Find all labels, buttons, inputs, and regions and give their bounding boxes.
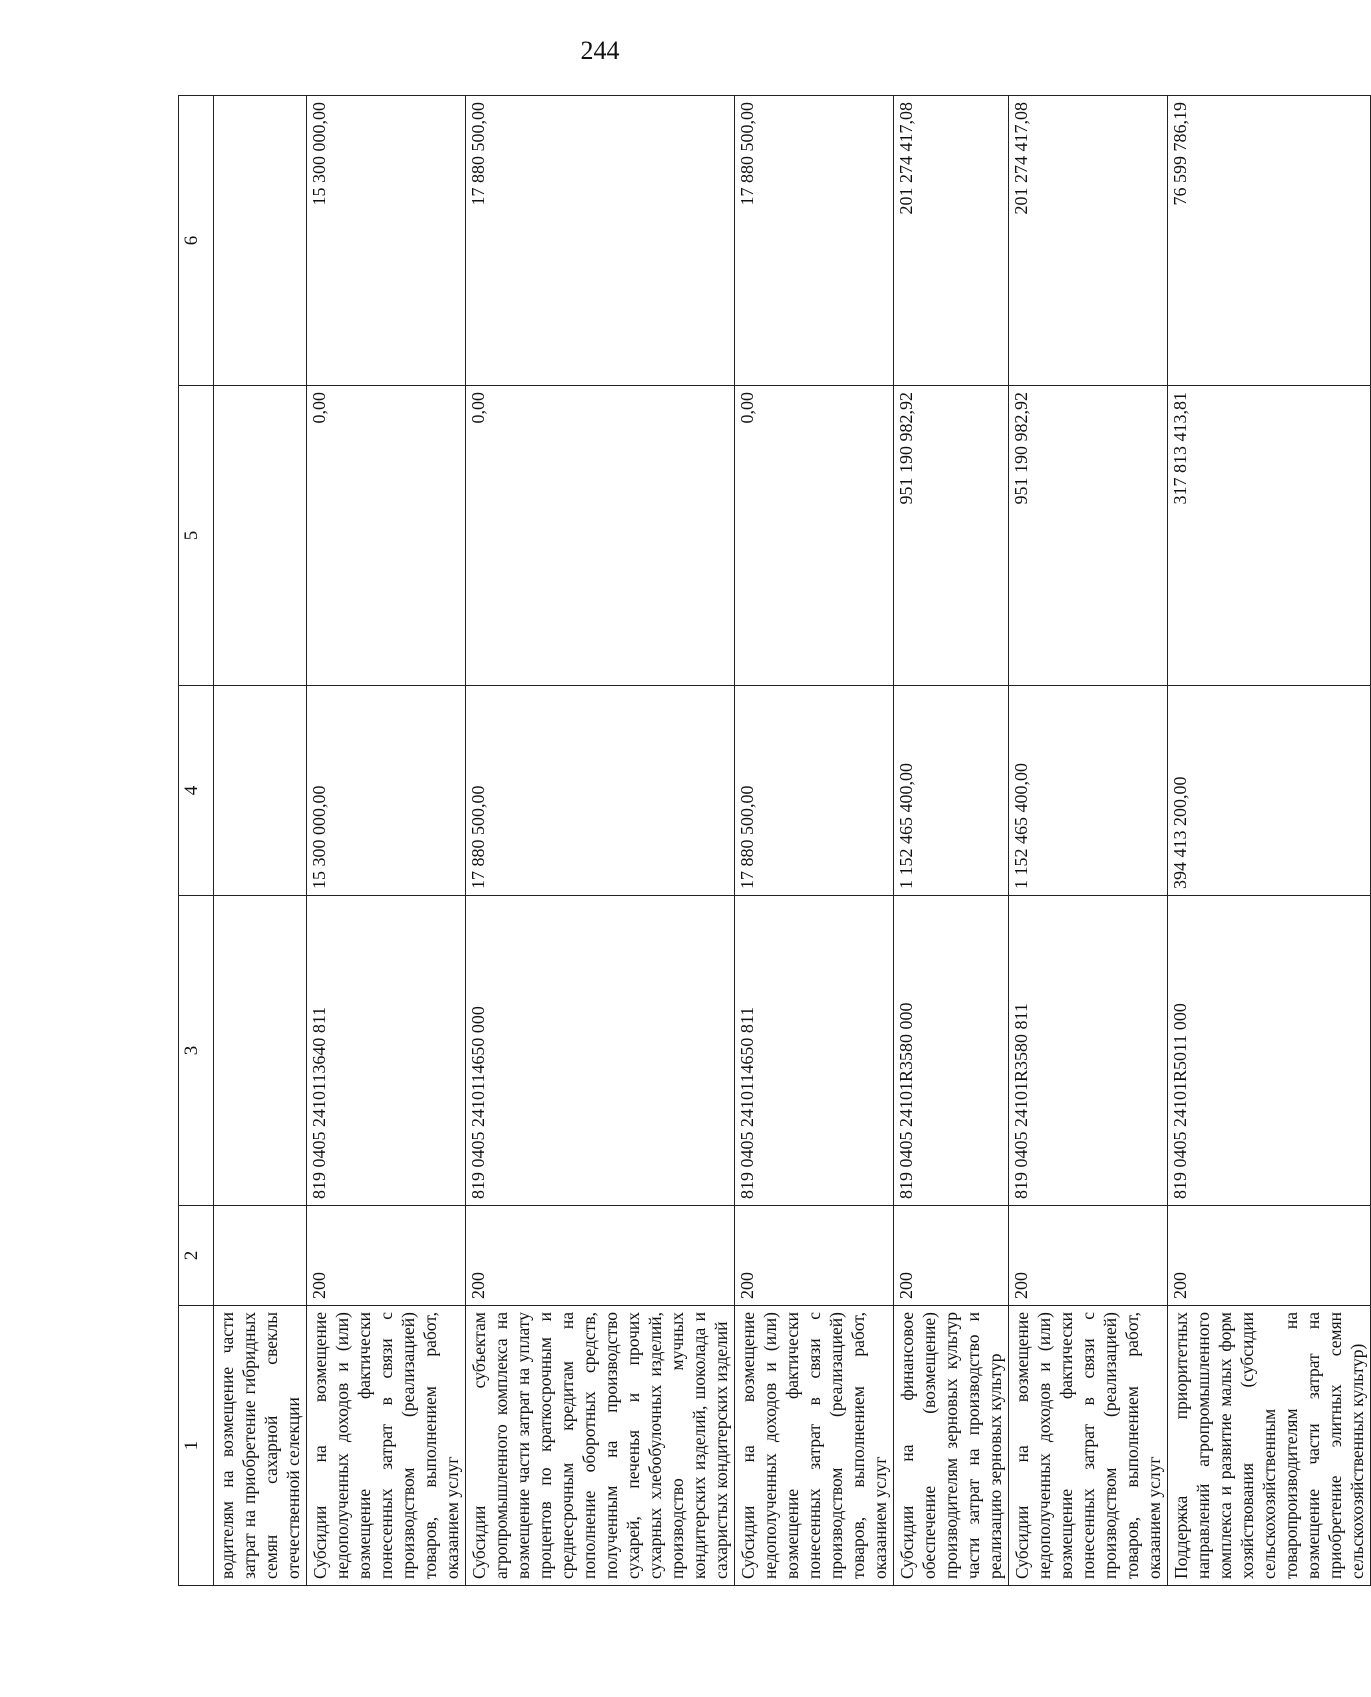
row-code: 819 0405 2410113640 811: [307, 896, 466, 1206]
row-col5: 0,00: [735, 386, 894, 686]
row-col6: 201 274 417,08: [894, 96, 1009, 386]
row-code: 819 0405 24101R3580 811: [1009, 896, 1168, 1206]
row-type: 200: [1168, 1206, 1371, 1306]
row-col4: 17 880 500,00: [735, 686, 894, 896]
row-description: Поддержка приоритетных направлений агропромышленного комплекса и развитие малых форм хозяйствования (субсидии сельскохозяйственным товаропроизводителям на возмещение части затрат на приобретение элитных семян сельскохозяйственных культур): [1168, 1306, 1371, 1586]
rotated-table-wrapper: [178, 96, 1367, 1586]
row-description: Субсидии на возмещение недополученных доходов и (или) возмещение фактически понесенных затрат в связи с производством (реализацией) товаров, выполнением работ, оказанием услуг: [735, 1306, 894, 1586]
row-col5: [214, 386, 307, 686]
row-code: 819 0405 24101R5011 000: [1168, 896, 1371, 1206]
row-col5: 0,00: [466, 386, 735, 686]
budget-table: [178, 95, 1371, 1586]
header-col-5: 5: [179, 386, 214, 686]
table-row: [1009, 96, 1168, 1586]
header-row: [179, 96, 214, 1586]
row-col6: 15 300 000,00: [307, 96, 466, 386]
table-row: [307, 96, 466, 1586]
header-col-6: 6: [179, 96, 214, 386]
table-row: [466, 96, 735, 1586]
table-row: [894, 96, 1009, 1586]
row-col6: 17 880 500,00: [466, 96, 735, 386]
row-description: Субсидии на финансовое обеспечение (возмещение) производителям зерновых культур части затрат на производство и реализацию зерновых культур: [894, 1306, 1009, 1586]
row-col6: 76 599 786,19: [1168, 96, 1371, 386]
row-type: 200: [307, 1206, 466, 1306]
row-description: водителям на возмещение части затрат на приобретение гибридных семян сахарной свеклы отечественной селекции: [214, 1306, 307, 1586]
row-type: 200: [735, 1206, 894, 1306]
row-col5: 0,00: [307, 386, 466, 686]
row-code: 819 0405 24101R3580 000: [894, 896, 1009, 1206]
row-col5: 951 190 982,92: [894, 386, 1009, 686]
row-code: 819 0405 2410114650 811: [735, 896, 894, 1206]
table-row: [735, 96, 894, 1586]
row-type: 200: [894, 1206, 1009, 1306]
row-col4: 15 300 000,00: [307, 686, 466, 896]
page-number: 244: [580, 36, 620, 65]
table-row: [214, 96, 307, 1586]
row-col4: 1 152 465 400,00: [894, 686, 1009, 896]
row-code: 819 0405 2410114650 000: [466, 896, 735, 1206]
row-col6: 201 274 417,08: [1009, 96, 1168, 386]
row-type: 200: [466, 1206, 735, 1306]
row-description: Субсидии субъектам агропромышленного комплекса на возмещение части затрат на уплату процентов по краткосрочным и среднесрочным кредитам на пополнение оборотных средств, полученным на производство сухарей, печенья и прочих сухарных хлебобулочных изделий, производство мучных кондитерских изделий, шоколада и сахаристых кондитерских изделий: [466, 1306, 735, 1586]
row-col4: 394 413 200,00: [1168, 686, 1371, 896]
header-col-3: 3: [179, 896, 214, 1206]
row-col4: [214, 686, 307, 896]
row-code: [214, 896, 307, 1206]
header-col-1: 1: [179, 1306, 214, 1586]
row-col4: 17 880 500,00: [466, 686, 735, 896]
row-description: Субсидии на возмещение недополученных доходов и (или) возмещение фактически понесенных затрат в связи с производством (реализацией) товаров, выполнением работ, оказанием услуг: [1009, 1306, 1168, 1586]
row-col6: [214, 96, 307, 386]
row-col4: 1 152 465 400,00: [1009, 686, 1168, 896]
row-type: 200: [1009, 1206, 1168, 1306]
row-col5: 317 813 413,81: [1168, 386, 1371, 686]
row-type: [214, 1206, 307, 1306]
table-row: [1168, 96, 1371, 1586]
row-description: Субсидии на возмещение недополученных доходов и (или) возмещение фактически понесенных затрат в связи с производством (реализацией) товаров, выполнением работ, оказанием услуг: [307, 1306, 466, 1586]
row-col5: 951 190 982,92: [1009, 386, 1168, 686]
header-col-2: 2: [179, 1206, 214, 1306]
row-col6: 17 880 500,00: [735, 96, 894, 386]
header-col-4: 4: [179, 686, 214, 896]
